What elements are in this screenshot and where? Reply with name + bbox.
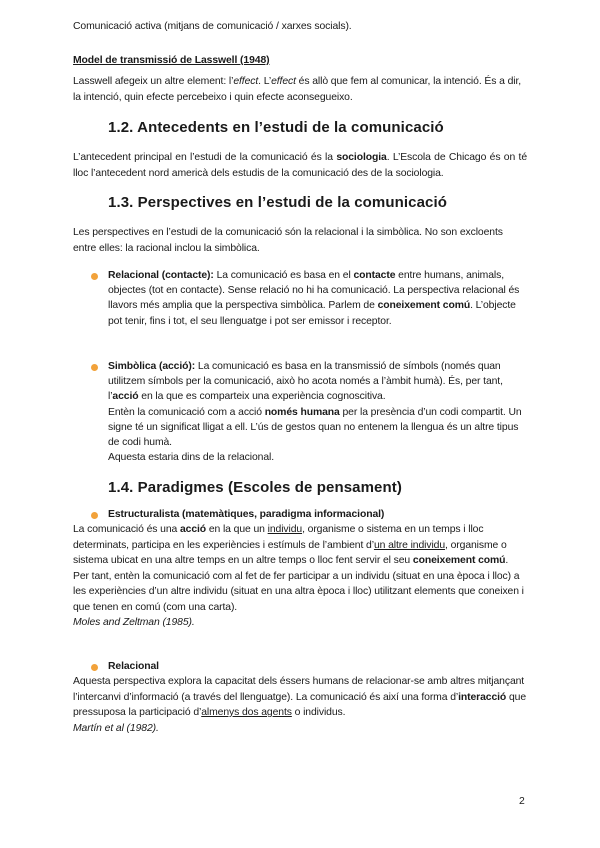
section-1-3-intro: Les perspectives en l’estudi de la comunicació són la relacional i la simbòlica. No son excloents entre elles: la racional inclou la simbòlica. bbox=[73, 227, 503, 254]
relacional-paragraph bbox=[73, 674, 527, 736]
bold-run: Estructuralista (matemàtiques, paradigma informacional) bbox=[108, 509, 385, 520]
bullet-estructuralista bbox=[108, 507, 528, 522]
text-run: La comunicació és una bbox=[73, 524, 180, 535]
citation: Martín et al (1982). bbox=[73, 722, 159, 734]
bold-run: contacte bbox=[353, 270, 396, 281]
text-run: . L’Escola de Chicago és on té lloc l’antecedent nord americà dels estudis de la comunicació des de la sociologia. bbox=[73, 152, 527, 179]
bullet-icon bbox=[91, 512, 98, 519]
estructuralista-paragraph bbox=[73, 522, 527, 631]
text-run: , organisme o sistema en un temps i lloc determinats, participa en les experiències i estímuls de l’ambient d’ bbox=[73, 524, 484, 551]
text-run: . bbox=[505, 555, 509, 566]
underline-run: un altre individu bbox=[373, 539, 446, 551]
text-run: Aquesta estaria dins de la relacional. bbox=[108, 452, 275, 464]
bold-run: coneixement comú bbox=[377, 300, 471, 312]
page-number: 2 bbox=[519, 796, 525, 807]
citation: Moles and Zeltman (1985). bbox=[73, 617, 195, 628]
text-run: Per tant, entèn la comunicació com al fet de fer participar a un individu (situat en una època i lloc) a les experiències d’un altre individu (situat en una altra època i lloc) utilitzant elements que coneixen i que tenen en comú (com una carta). bbox=[73, 570, 524, 613]
bullet-simbolica bbox=[108, 359, 528, 465]
text-run: . L’objecte pot tenir, fins i tot, el seu llenguatge i pot ser emissor i receptor. bbox=[108, 300, 516, 327]
text-run: Entèn la comunicació com a acció bbox=[108, 406, 265, 418]
text-run: que pressuposa la participació d’ bbox=[73, 691, 527, 718]
section-1-3-title: 1.3. Perspectives en l’estudi de la comunicació bbox=[108, 194, 448, 211]
bullet-relacional bbox=[108, 268, 528, 329]
text-run: . L’ bbox=[258, 76, 272, 87]
text-run: és allò que fem al comunicar, la intenció. És a dir, la intenció, quin efecte percebeixo i quin efecte aconsegueixo. bbox=[73, 76, 522, 103]
underline-run: almenys dos agents bbox=[201, 707, 292, 718]
bullet-icon bbox=[91, 664, 98, 671]
italic-run: effect bbox=[271, 76, 296, 87]
bold-run: acció bbox=[112, 391, 139, 403]
bold-run: Relacional bbox=[108, 661, 159, 672]
section-1-2-paragraph bbox=[73, 150, 527, 181]
text-run: en la que es comparteix una experiència cognoscitiva. bbox=[138, 391, 386, 403]
text-run: per la presència d’un codi compartit. Un signe té un significat lligat a ell. L’ús de gestos quan no entenem la llengua és un altre tipus de codi humà. bbox=[108, 406, 522, 449]
text-run: La comunicació es basa en la transmissió de símbols (només quan utilitzem símbols per la comunicació, això ho acota només a l’àmbit humà). És, per tant, l’ bbox=[108, 361, 503, 403]
text-run: en la que un bbox=[206, 524, 268, 535]
bullet-icon bbox=[91, 364, 98, 371]
text-run: La comunicació es basa en el bbox=[213, 270, 354, 281]
underline-run: individu bbox=[267, 524, 303, 535]
text-run: L’antecedent principal en l’estudi de la comunicació és la bbox=[73, 152, 337, 163]
text-run: entre humans, animals, objectes (tot en contacte). Sense relació no hi ha comunicació. La perspectiva relacional és llavors més amplia que la perspectiva simbòlica. Parlem de bbox=[108, 270, 520, 312]
text-run: Aquesta perspectiva explora la capacitat dels éssers humans de relacionar-se amb altres mitjançant l’intercanvi d’informació (a través del llenguatge). La comunicació és així una forma d’ bbox=[73, 676, 525, 703]
bold-run: coneixement comú bbox=[412, 555, 506, 566]
lasswell-heading bbox=[73, 53, 527, 69]
text-run: Lasswell afegeix un altre element: l’ bbox=[73, 76, 234, 87]
bold-run: Relacional (contacte): bbox=[108, 270, 214, 281]
section-1-2-title: 1.2. Antecedents en l’estudi de la comunicació bbox=[108, 119, 444, 136]
bold-run: acció bbox=[179, 524, 207, 535]
text-run: o individus. bbox=[291, 707, 346, 718]
bold-run: interacció bbox=[458, 691, 507, 703]
italic-run: effect bbox=[233, 76, 259, 87]
bold-run: sociologia bbox=[336, 152, 387, 163]
bullet-relacional-paradigma bbox=[108, 659, 528, 674]
bold-run: Simbòlica (acció): bbox=[108, 361, 196, 372]
lasswell-paragraph bbox=[73, 74, 527, 105]
bullet-icon bbox=[91, 273, 98, 280]
line-top: Comunicació activa (mitjans de comunicació / xarxes socials). bbox=[73, 21, 352, 32]
bold-run: només humana bbox=[264, 406, 340, 418]
text-run: , organisme o sistema ubicat en una altre temps en un altre temps o lloc fent servir el seu bbox=[73, 539, 507, 566]
lasswell-heading-text: Model de transmissió de Lasswell (1948) bbox=[73, 55, 270, 66]
section-1-4-title: 1.4. Paradigmes (Escoles de pensament) bbox=[108, 479, 402, 496]
